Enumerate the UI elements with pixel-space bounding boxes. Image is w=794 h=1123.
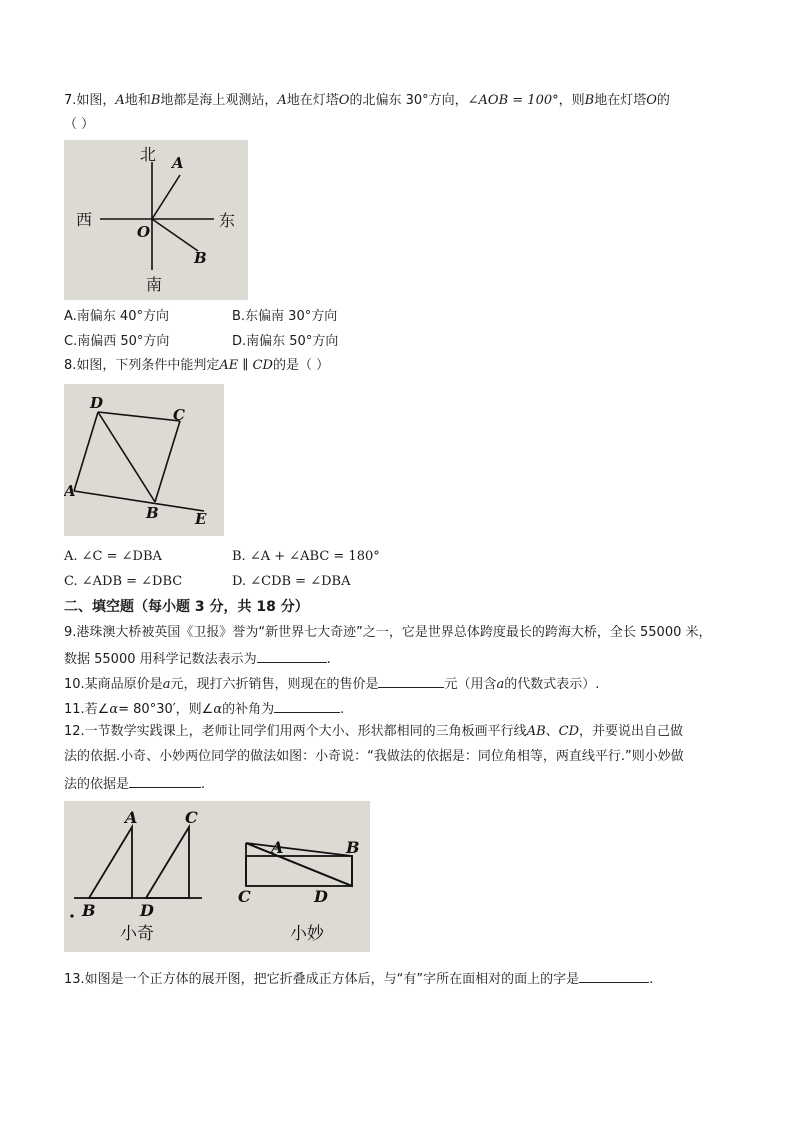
- q10-var-a: a: [496, 677, 505, 692]
- q11-alpha: α: [213, 702, 223, 717]
- q7-text: 地在灯塔: [594, 93, 647, 108]
- q12-text: ，并要说出自己做: [579, 724, 684, 739]
- q9-text: 数据 55000 用科学记数法表示为: [64, 652, 257, 667]
- q7-var-B: B: [584, 93, 595, 108]
- segment-AD: [74, 412, 98, 491]
- label-B: B: [194, 249, 207, 267]
- q12-text: .: [201, 777, 206, 792]
- q12-figure: [64, 801, 370, 952]
- rectangle-ABCD: [246, 856, 352, 886]
- q7-angle: ∠AOB = 100°: [467, 93, 559, 108]
- q13-text: 13.如图是一个正方体的展开图，把它折叠成正方体后，与“有”字所在面相对的面上的字是: [64, 972, 580, 987]
- q7-text: 的北偏东 30°方向，: [349, 93, 468, 108]
- q12-triangles-diagram: [64, 801, 370, 952]
- q8-text: 的是（ ）: [272, 358, 330, 373]
- q9-line1: 9.港珠澳大桥被英国《卫报》誉为“新世界七大奇迹”之一，它是世界总体跨度最长的跨海大桥，全长 55000 米，: [64, 625, 712, 640]
- q11-text: 11.若∠: [64, 702, 110, 717]
- q13-answer-blank[interactable]: [579, 968, 649, 983]
- label-west: 西: [76, 210, 93, 229]
- q12-answer-blank[interactable]: [129, 773, 201, 788]
- label-B: B: [146, 504, 159, 522]
- label-B-left: B: [82, 901, 96, 920]
- q8-option-d[interactable]: D. ∠CDB = ∠DBA: [232, 574, 351, 589]
- q10-text: 元，现打六折销售，则现在的售价是: [170, 677, 379, 692]
- line-AE: [74, 491, 204, 511]
- ray-OB: [152, 219, 198, 251]
- q9-answer-blank[interactable]: [257, 648, 327, 663]
- label-south: 南: [146, 275, 163, 294]
- q11-text: = 80°30′，则∠: [118, 702, 214, 717]
- q7-figure: [64, 140, 248, 300]
- q7-var-O: O: [338, 93, 350, 108]
- q10-var-a: a: [162, 677, 171, 692]
- q8-condition: AE ∥ CD: [219, 358, 273, 373]
- label-D-left: D: [140, 901, 154, 920]
- segment-DB: [98, 412, 155, 502]
- label-B-right: B: [346, 838, 360, 857]
- q10-text: 10.某商品原价是: [64, 677, 163, 692]
- q7-compass-diagram: [64, 140, 248, 300]
- q12-text: 法的依据是: [64, 777, 130, 792]
- q12-var-CD: CD: [558, 724, 580, 739]
- q11-text: 的补角为: [222, 702, 275, 717]
- q11-text: .: [340, 702, 345, 717]
- q7-stem-line1: [64, 92, 670, 110]
- q7-text: ，则: [558, 93, 585, 108]
- q12-var-AB: AB: [526, 724, 546, 739]
- q10-text: 的代数式表示）.: [504, 677, 600, 692]
- q9-line2: [64, 648, 331, 669]
- section-title: 二、填空题（每小题 3 分，共 18 分）: [64, 599, 309, 615]
- q13-line: [64, 968, 653, 989]
- q7-text: 7.如图，: [64, 93, 116, 108]
- q7-text: 的: [656, 93, 670, 108]
- q8-figure: [64, 384, 224, 536]
- q8-text: 8.如图，下列条件中能判定: [64, 358, 220, 373]
- q7-var-A: A: [115, 93, 125, 108]
- q11-line: [64, 698, 344, 719]
- label-north: 北: [140, 145, 157, 164]
- q13-text: .: [649, 972, 654, 987]
- q12-text: 12.一节数学实践课上，老师让同学们用两个大小、形状都相同的三角板画平行线: [64, 724, 527, 739]
- q12-line1: [64, 723, 683, 741]
- q7-text: 地都是海上观测站，: [160, 93, 278, 108]
- q7-var-O: O: [646, 93, 657, 108]
- q9-text: .: [326, 652, 331, 667]
- q8-option-c[interactable]: C. ∠ADB = ∠DBC: [64, 574, 183, 589]
- q10-answer-blank[interactable]: [378, 673, 444, 688]
- label-xiaomiao: 小妙: [290, 924, 324, 944]
- q7-option-b[interactable]: B.东偏南 30°方向: [232, 309, 338, 324]
- segment-DC: [98, 412, 180, 421]
- q10-text: 元（用含: [444, 677, 497, 692]
- label-xiaoqi: 小奇: [120, 924, 154, 944]
- q7-text: 地和: [124, 93, 151, 108]
- label-C: C: [173, 406, 185, 424]
- label-D-right: D: [314, 887, 328, 906]
- q7-option-c[interactable]: C.南偏西 50°方向: [64, 334, 170, 349]
- q7-option-a[interactable]: A.南偏东 40°方向: [64, 309, 169, 324]
- q11-alpha: α: [109, 702, 119, 717]
- ink-dot: [70, 914, 73, 917]
- triangle-left-C: [146, 827, 189, 898]
- q10-line: [64, 673, 599, 694]
- label-O: O: [137, 223, 151, 241]
- q12-text: 、: [545, 724, 559, 739]
- q7-var-A: A: [277, 93, 287, 108]
- q11-answer-blank[interactable]: [274, 698, 340, 713]
- q8-option-b[interactable]: B. ∠A + ∠ABC = 180°: [232, 549, 380, 564]
- label-C-right: C: [238, 887, 251, 906]
- q12-line3: [64, 773, 205, 794]
- label-A-left: A: [125, 808, 138, 827]
- label-east: 东: [219, 211, 236, 230]
- label-E: E: [195, 510, 207, 528]
- label-A: A: [172, 154, 184, 172]
- q8-option-a[interactable]: A. ∠C = ∠DBA: [64, 549, 162, 564]
- label-D: D: [90, 394, 104, 412]
- segment-CB: [155, 421, 180, 502]
- q12-line2: 法的依据.小奇、小妙两位同学的做法如图：小奇说：“我做法的依据是：同位角相等，两直线平行.”则小妙做: [64, 749, 684, 764]
- triangle-left-A: [89, 827, 132, 898]
- q8-quadrilateral-diagram: [64, 384, 224, 536]
- q7-text: 地在灯塔: [286, 93, 339, 108]
- q7-var-B: B: [150, 93, 161, 108]
- label-A: A: [64, 482, 76, 500]
- ray-OA: [152, 175, 180, 219]
- q7-option-d[interactable]: D.南偏东 50°方向: [232, 334, 339, 349]
- label-C-left: C: [185, 808, 198, 827]
- q7-answer-paren: （ ）: [64, 117, 95, 132]
- q8-stem: [64, 357, 329, 375]
- label-A-right: A: [271, 838, 284, 857]
